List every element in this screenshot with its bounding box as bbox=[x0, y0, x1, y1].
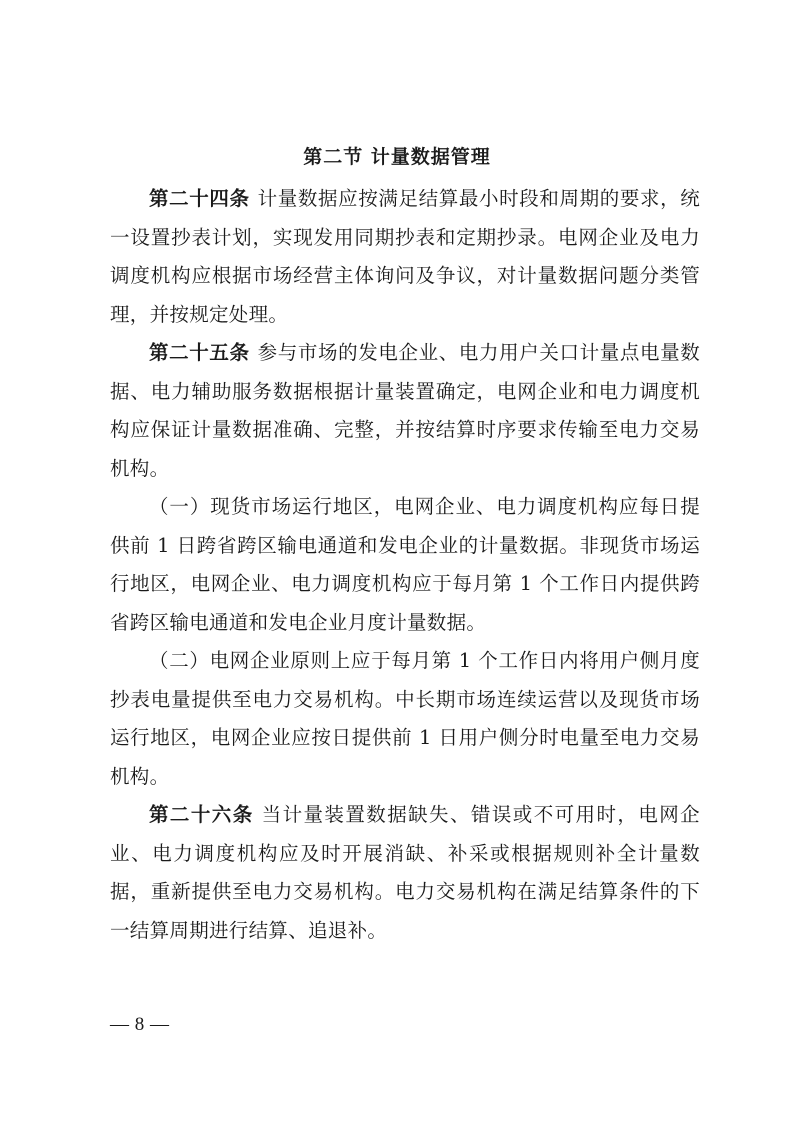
article-text: 计量数据应按满足结算最小时段和周期的要求，统一设置抄表计划，实现发用同期抄表和定期抄录。电网企业及电力调度机构应根据市场经营主体询问及争议，对计量数据问题分类管理，并按规定处理。 bbox=[110, 187, 700, 326]
article-label: 第二十五条 bbox=[149, 341, 250, 364]
clause-2-paragraph bbox=[110, 642, 700, 796]
article-label: 第二十四条 bbox=[149, 187, 250, 210]
article-label: 第二十六条 bbox=[149, 803, 254, 826]
clause-1-paragraph bbox=[110, 488, 700, 642]
clause-text: （二）电网企业原则上应于每月第 1 个工作日内将用户侧月度抄表电量提供至电力交易机构。中长期市场连续运营以及现货市场运行地区，电网企业应按日提供前 1 日用户侧分时电量至电力交易机构。 bbox=[110, 649, 700, 788]
section-title: 第二节 计量数据管理 bbox=[303, 146, 491, 168]
body-text bbox=[110, 180, 700, 950]
article-25-paragraph bbox=[110, 334, 700, 488]
clause-text: （一）现货市场运行地区，电网企业、电力调度机构应每日提供前 1 日跨省跨区输电通道和发电企业的计量数据。非现货市场运行地区，电网企业、电力调度机构应于每月第 1 个工作日内提供跨省跨区输电通道和发电企业月度计量数据。 bbox=[110, 495, 700, 634]
page-number: — 8 — bbox=[110, 1014, 170, 1035]
article-text: 参与市场的发电企业、电力用户关口计量点电量数据、电力辅助服务数据根据计量装置确定，电网企业和电力调度机构应保证计量数据准确、完整，并按结算时序要求传输至电力交易机构。 bbox=[110, 341, 700, 480]
article-24-paragraph bbox=[110, 180, 700, 334]
article-text: 当计量装置数据缺失、错误或不可用时，电网企业、电力调度机构应及时开展消缺、补采或根据规则补全计量数据，重新提供至电力交易机构。电力交易机构在满足结算条件的下一结算周期进行结算、追退补。 bbox=[110, 803, 700, 942]
article-26-paragraph bbox=[110, 796, 700, 950]
